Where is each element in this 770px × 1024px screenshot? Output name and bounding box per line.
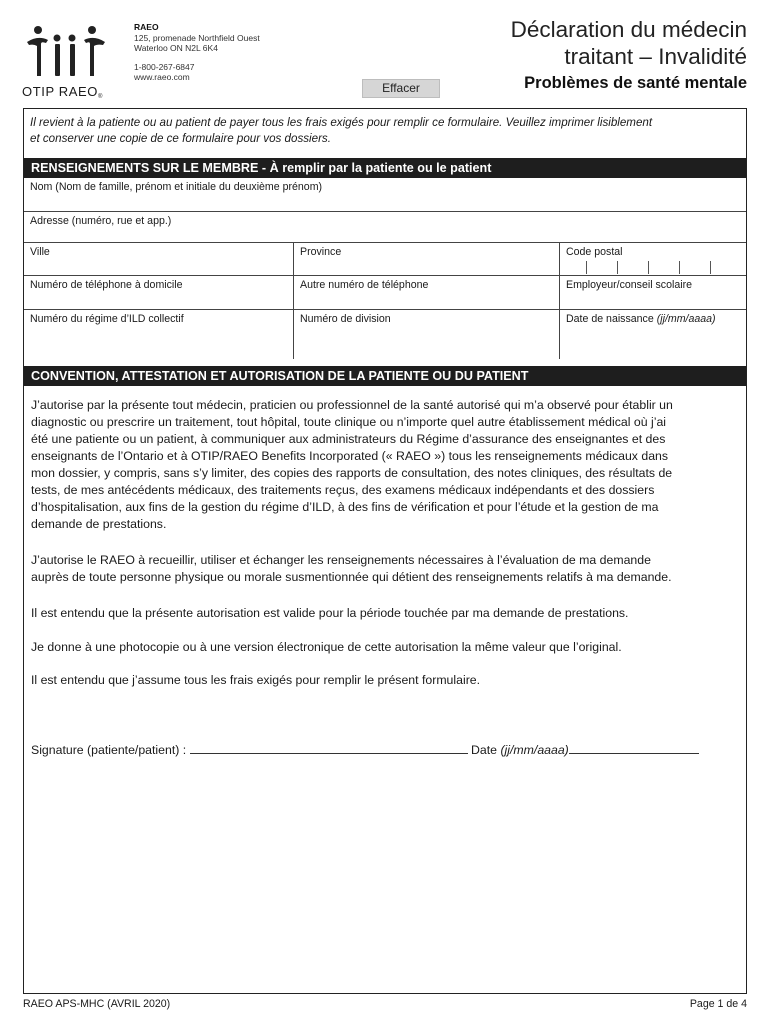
- address-line-2: Waterloo ON N2L 6K4: [134, 43, 218, 53]
- phone-number: 1-800-267-6847: [134, 61, 195, 72]
- member-section-header: RENSEIGNEMENTS SUR LE MEMBRE - À remplir par la patiente ou le patient: [24, 158, 746, 178]
- city-row: [24, 243, 746, 276]
- address-line-1: 125, promenade Northfield Ouest: [134, 32, 260, 43]
- consent-paragraph-2: J’autorise le RAEO à recueillir, utiliser et échanger les renseignements nécessaires à l’évaluation de ma demande auprès de toute personne physique ou morale susmentionnée qui détient des renseignements relatifs à ma demande.: [31, 553, 672, 584]
- form-title-line-2: traitant – Invalidité: [564, 44, 747, 69]
- address-field[interactable]: [24, 212, 746, 242]
- home-phone-label: Numéro de téléphone à domicile: [30, 279, 183, 291]
- consent-paragraph-1: J’autorise par la présente tout médecin, praticien ou professionnel de la santé autorisé qui m’a observé pour établir un diagnostic ou prescrire un traitement, tout hôpital, toute clinique ou n’importe quel autre établissement médical où j’ai été une patiente ou un patient, à communiquer aux administrateurs du Régime d’assurance des enseignantes et des enseignants de l’Ontario et à OTIP/RAEO Benefits Incorporated (« RAEO ») tous les renseignements médicaux dans mon dossier, y compris, sans s’y limiter, des copies des rapports de consultation, des notes cliniques, des résultats de tests, de mes antécédents médicaux, des traitements reçus, des examens médicaux indépendants et des dossiers d’hospitalisation, aux fins de la gestion du régime d’ILD, à des fins de vérification et pour l’étude et la gestion de ma demande de prestations.: [31, 398, 673, 531]
- postal-code-field[interactable]: [559, 243, 746, 275]
- signature-field[interactable]: [190, 741, 468, 754]
- form-title-block: [511, 16, 747, 93]
- city-field[interactable]: [24, 243, 293, 275]
- address-label: Adresse (numéro, rue et app.): [30, 215, 172, 227]
- consent-paragraph-3: Il est entendu que la présente autorisation est valide pour la période touchée par ma demande de prestations.: [31, 606, 629, 620]
- address-block: [134, 22, 260, 83]
- other-phone-label: Autre numéro de téléphone: [300, 279, 429, 291]
- form-title-line-1: Déclaration du médecin: [510, 17, 747, 42]
- birth-date-field[interactable]: [559, 310, 746, 359]
- form-frame: [23, 108, 747, 994]
- city-label: Ville: [30, 246, 50, 258]
- address-row[interactable]: [24, 212, 746, 243]
- plan-row: [24, 310, 746, 359]
- intro-line-1: Il revient à la patiente ou au patient de payer tous les frais exigés pour remplir ce formulaire. Veuillez imprimer lisiblement: [30, 116, 653, 129]
- employer-label: Employeur/conseil scolaire: [566, 279, 693, 291]
- plan-number-field[interactable]: [24, 310, 293, 359]
- otip-logo: [22, 22, 114, 99]
- province-field[interactable]: [293, 243, 559, 275]
- division-label: Numéro de division: [300, 313, 391, 325]
- phone-row: [24, 276, 746, 310]
- home-phone-field[interactable]: [24, 276, 293, 309]
- plan-number-label: Numéro du régime d’ILD collectif: [30, 313, 184, 325]
- postal-code-boxes: [586, 261, 712, 274]
- province-label: Province: [300, 246, 342, 258]
- consent-paragraph-4: Je donne à une photocopie ou à une version électronique de cette autorisation la même valeur que l’original.: [31, 640, 622, 654]
- name-label: Nom (Nom de famille, prénom et initiale du deuxième prénom): [30, 181, 323, 193]
- intro-line-2: et conserver une copie de ce formulaire pour vos dossiers.: [30, 132, 331, 145]
- website: www.raeo.com: [134, 72, 190, 82]
- consent-paragraph-5: Il est entendu que j’assume tous les frais exigés pour remplir le présent formulaire.: [31, 673, 481, 687]
- name-row[interactable]: [24, 178, 746, 212]
- member-info-grid: [24, 178, 746, 359]
- signature-date-format: (jj/mm/aaaa): [500, 743, 569, 757]
- page-number: Page 1 de 4: [689, 998, 747, 1010]
- signature-date-field[interactable]: [569, 741, 699, 754]
- org-name: RAEO: [134, 22, 159, 32]
- signature-label: Signature (patiente/patient) :: [31, 743, 187, 757]
- division-field[interactable]: [293, 310, 559, 359]
- intro-note: [30, 115, 740, 147]
- birth-date-label: Date de naissance (jj/mm/aaaa): [566, 313, 716, 325]
- people-logo-icon: [26, 22, 106, 82]
- logo-wordmark: OTIP RAEO®: [22, 84, 103, 100]
- postal-code-label: Code postal: [566, 246, 623, 258]
- other-phone-field[interactable]: [293, 276, 559, 309]
- consent-section-header: CONVENTION, ATTESTATION ET AUTORISATION DE LA PATIENTE OU DU PATIENT: [24, 366, 746, 386]
- name-field[interactable]: [24, 178, 746, 211]
- clear-form-button[interactable]: Effacer: [362, 79, 440, 98]
- form-code: RAEO APS-MHC (AVRIL 2020): [23, 998, 171, 1010]
- form-subtitle: Problèmes de santé mentale: [524, 74, 747, 92]
- employer-field[interactable]: [559, 276, 746, 309]
- signature-row: [31, 741, 699, 757]
- signature-date-label: Date: [471, 743, 498, 757]
